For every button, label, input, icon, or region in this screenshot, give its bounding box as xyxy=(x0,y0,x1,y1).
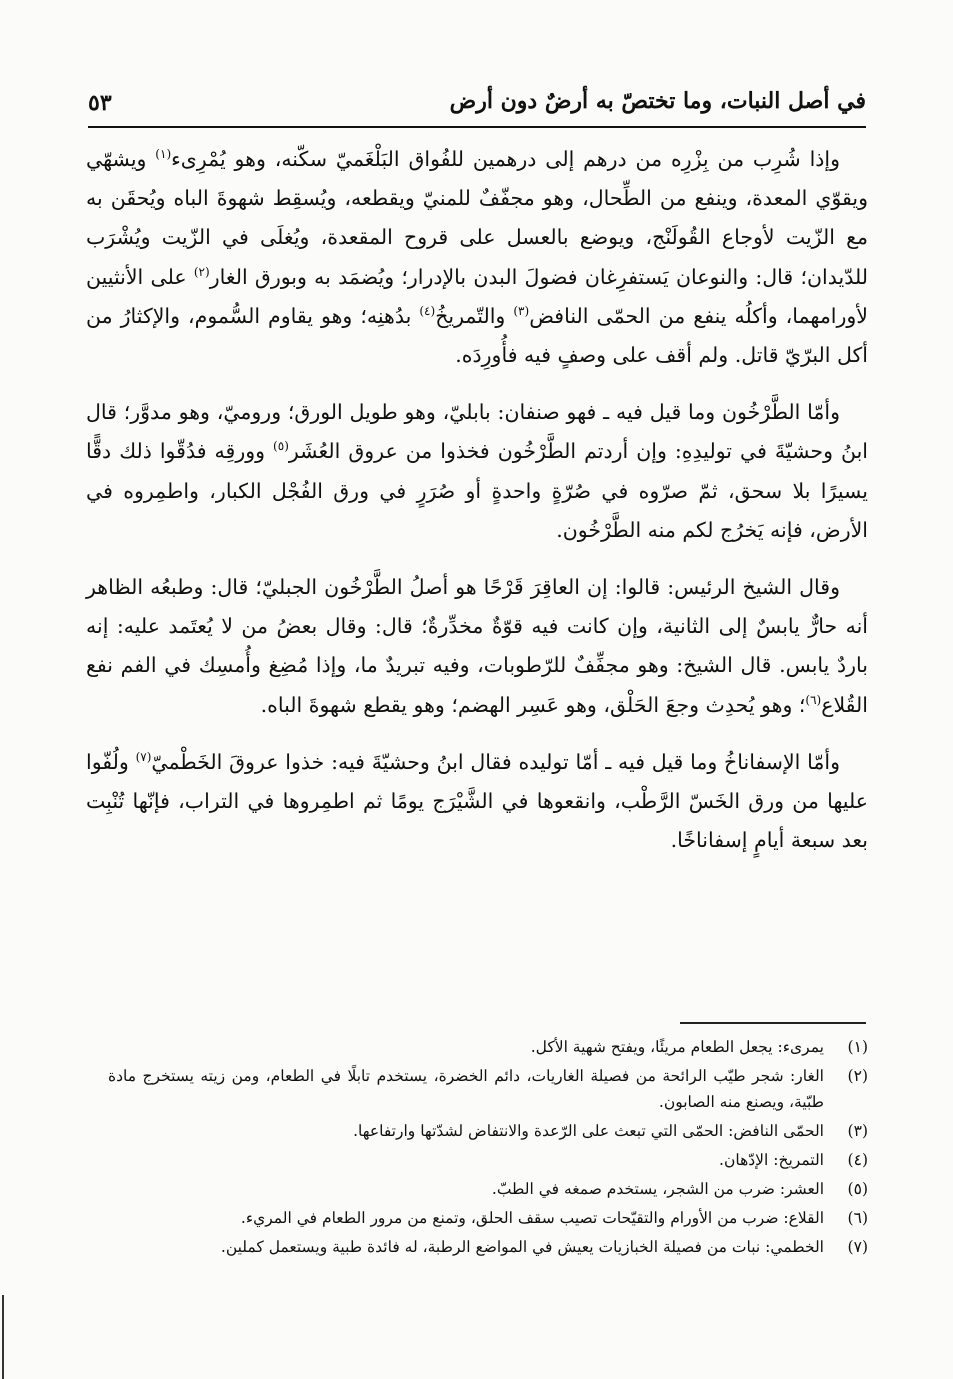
paragraph-spinach xyxy=(86,743,868,861)
footnote-item xyxy=(108,1034,868,1060)
footnote-text: الحمّى النافض: الحمّى التي تبعث على الرّعدة والانتفاض لشدّتها وارتفاعها. xyxy=(353,1122,824,1140)
text-run: وأمّا الطَّرْخُون وما قيل فيه ـ فهو صنفان: بابليّ، وهو طويل الورق؛ وروميّ، وهو مدوَّر؛ قال ابنُ وحشيّةَ في توليدِهِ: وإن أردتم الطَّرْخُون فخذوا من عروق العُشَر xyxy=(86,400,868,464)
footnote-text: يمرىء: يجعل الطعام مريئًا، ويفتح شهية الأكل. xyxy=(530,1038,824,1056)
footnote-number: (٧) xyxy=(847,1238,868,1256)
footnote-text: القلاع: ضرب من الأورام والتقيّحات تصيب سقف الحلق، وتمنع من مرور الطعام في المريء. xyxy=(240,1209,824,1227)
footnote-item xyxy=(108,1118,868,1144)
footnote-text: الغار: شجر طيّب الرائحة من فصيلة الغاريات، دائم الخضرة، يستخدم تابلًا في الطعام، ومن زيته يستخرج مادة طبّية، ويصنع منه الصابون. xyxy=(108,1067,824,1111)
paragraph-pellitory xyxy=(86,568,868,725)
text-run: وورقِه فدُقّوا ذلك دقًّا يسيرًا بلا سحق، ثمّ صرّوه في صُرّةٍ واحدةٍ أو صُرَرٍ في ورق الفُجْل الكبار، واطمِروه في الأرض، فإنه يَخرُج لكم منه الطَّرْخُون. xyxy=(86,439,868,542)
footnote-text: التمريخ: الإدّهان. xyxy=(719,1151,824,1169)
footnote-item xyxy=(108,1063,868,1115)
text-run: والتّمريخُ xyxy=(435,303,514,328)
footnote-number: (٥) xyxy=(847,1180,868,1198)
text-run: بدُهنِه؛ وهو يقاوم السُّموم، والإكثارُ من أكل البرّيّ قاتل. ولم أقف على وصفٍ فيه فأُورِدَه. xyxy=(86,303,868,368)
text-run: وأمّا الإسفاناخُ وما قيل فيه ـ أمّا توليده فقال ابنُ وحشيّةَ فيه: خذوا عروقَ الخَطْميّ xyxy=(151,749,840,774)
footnote-number: (١) xyxy=(847,1038,868,1056)
footnote-text: الخطمي: نبات من فصيلة الخبازيات يعيش في المواضع الرطبة، له فائدة طبية ويستعمل كملين. xyxy=(220,1238,824,1256)
footnote-text: العشر: ضرب من الشجر، يستخدم صمغه في الطبّ. xyxy=(491,1180,824,1198)
paragraph-tarragon xyxy=(86,393,868,550)
text-run: ويشهّي ويقوّي المعدة، وينفع من الطِّحال، وهو مجفّفٌ للمنيّ ويقطعه، ويُسقِط شهوةَ الباه ويُحقَن به مع الزّيت لأوجاع القُولَنْج، ويوضع بالعسل على قروح المقعدة، ويُغلَى في الزّيت ويُشْرَب للدّيدان؛ قال: والنوعان يَستفرِغان فضولَ البدن بالإدرار؛ ويُضمَد به وبورق الغار xyxy=(86,147,868,289)
footnote-ref-6: (٦) xyxy=(805,692,822,707)
footnote-item xyxy=(108,1176,868,1202)
text-run: ولُفّوا عليها من ورق الخَسّ الرَّطْب، وانقعوها في الشَّيْرَج يومًا ثم اطمِروها في التراب، فإنّها تُنْبِت بعد سبعة أيامٍ إسفاناخًا. xyxy=(86,749,868,853)
running-header xyxy=(88,86,866,122)
footnote-number: (٦) xyxy=(847,1209,868,1227)
page-edge-mark xyxy=(2,1295,4,1379)
footnote-ref-4: (٤) xyxy=(419,303,436,318)
text-run: ؛ وهو يُحدِث وجعَ الحَلْق، وهو عَسِر الهضم؛ وهو يقطع شهوةَ الباه. xyxy=(260,692,806,717)
footnote-number: (٢) xyxy=(847,1067,868,1085)
text-run: وإذا شُرِب من بِزْرِه من درهم إلى درهمين للفُواق البَلْغَميّ سكّنه، وهو يُمْرِىء xyxy=(171,147,840,171)
text-run: وقال الشيخ الرئيس: قالوا: إن العاقِرَ قَرْحًا هو أصلُ الطَّرْخُون الجبليّ؛ قال: وطبعُه الظاهر أنه حارٌّ يابسٌ إلى الثانية، وإن كانت فيه قوّةٌ مخدِّرةٌ؛ قال: وقال بعضُ من لا يُعتَمد عليه: إنه باردٌ يابس. قال الشيخ: وهو مجفِّفٌ للرّطوبات، وفيه تبريدٌ ما، وإذا مُضِغ وأُمسِك في الفم نفع القُلاع xyxy=(86,575,868,717)
footnote-ref-3: (٣) xyxy=(513,303,530,318)
footnote-ref-1: (١) xyxy=(155,147,172,162)
footnote-item xyxy=(108,1147,868,1173)
header-divider xyxy=(88,126,866,128)
text-run: على الأنثيين لأورامهما، وأكلُه ينفع من الحمّى النافض xyxy=(86,264,868,328)
footnote-divider xyxy=(680,1022,866,1024)
footnote-ref-7: (٧) xyxy=(135,750,152,765)
footnotes xyxy=(108,1034,868,1263)
main-text xyxy=(86,140,868,860)
footnote-ref-5: (٥) xyxy=(273,439,289,454)
footnote-item xyxy=(108,1205,868,1231)
footnote-item xyxy=(108,1234,868,1260)
footnote-ref-2: (٢) xyxy=(193,264,210,279)
page-number: ٥٣ xyxy=(88,90,112,116)
paragraph-fennel xyxy=(86,140,868,375)
chapter-title: في أصل النبات، وما تختصّ به أرضٌ دون أرض xyxy=(449,88,866,114)
footnote-number: (٤) xyxy=(847,1151,868,1169)
footnote-number: (٣) xyxy=(847,1122,868,1140)
